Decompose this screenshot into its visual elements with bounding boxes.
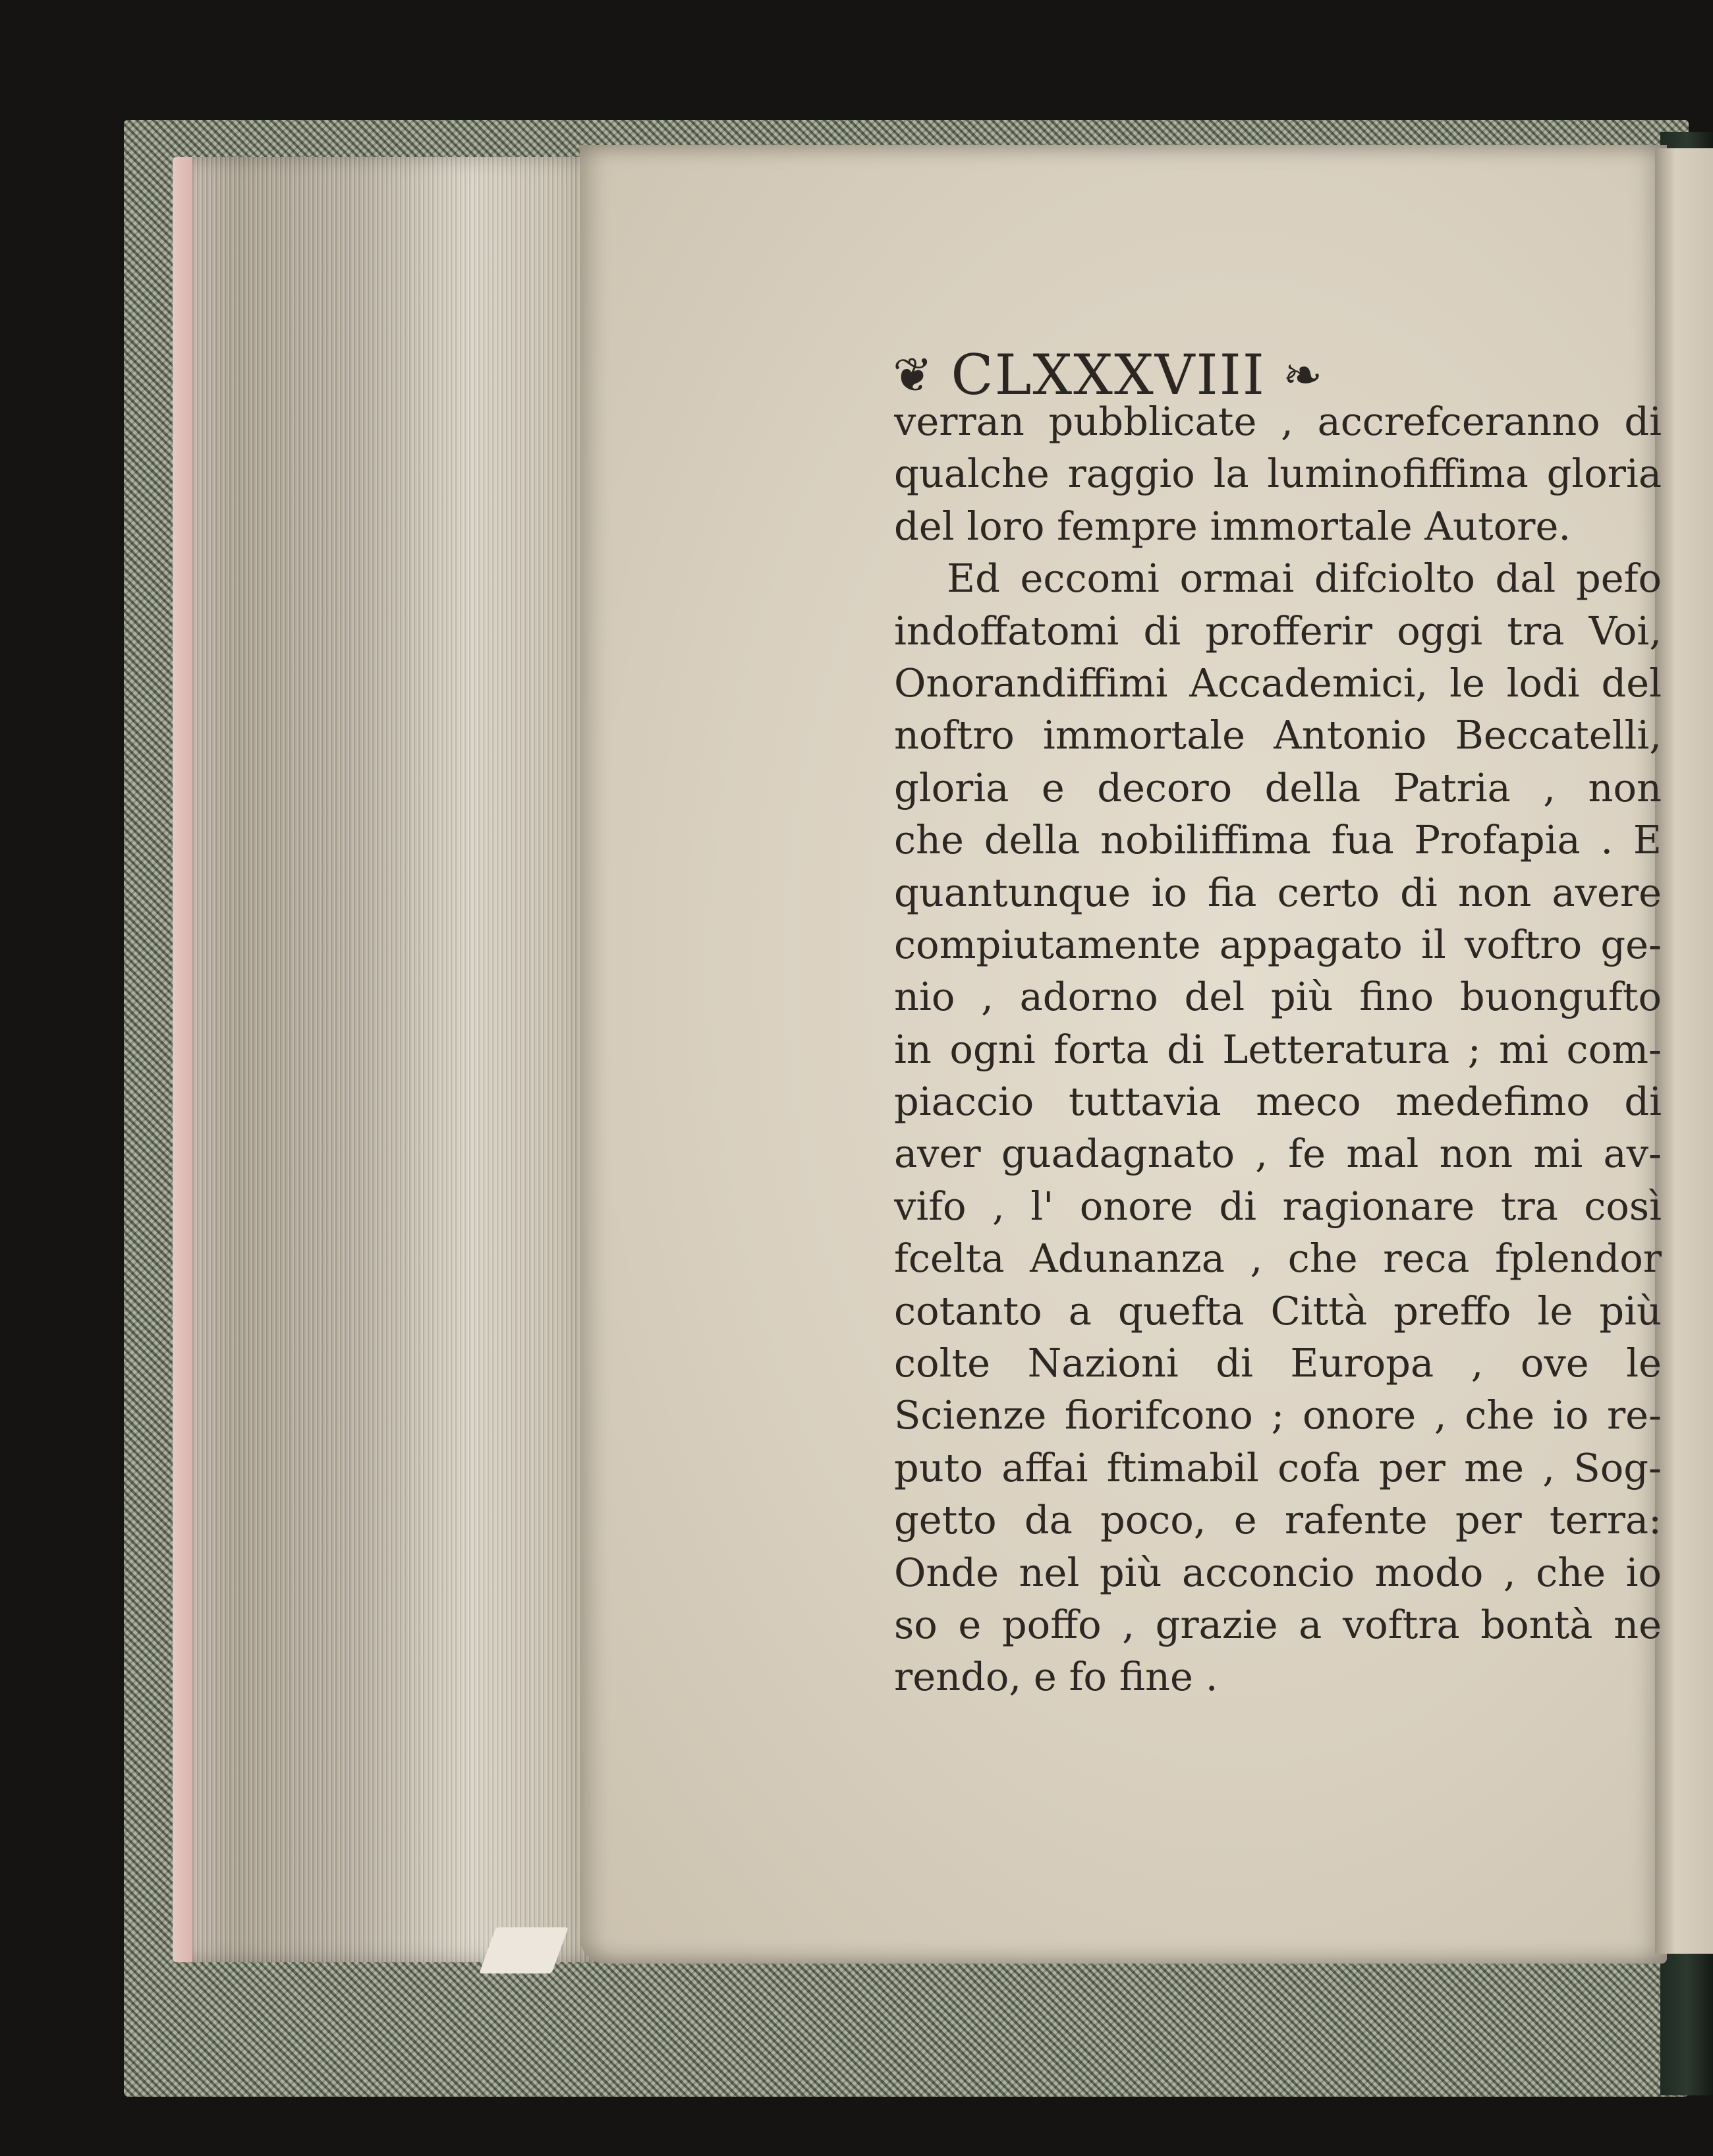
text-line: piaccio tuttavia meco medefimo di: [894, 1079, 1662, 1125]
text-line: puto affai ftimabil cofa per me , Sog-: [894, 1444, 1662, 1490]
text-line: in ogni forta di Letteratura ; mi com-: [894, 1026, 1662, 1072]
text-line: gloria e decoro della Patria , non: [894, 764, 1662, 810]
text-line: qualche raggio la luminofiffima gloria: [894, 451, 1662, 497]
body-text: [894, 395, 1662, 1703]
text-line: so e poffo , grazie a voftra bontà ne: [894, 1601, 1662, 1647]
facing-page-edge: [1655, 148, 1713, 1954]
text-line: che della nobiliffima fua Profapia . E: [894, 817, 1662, 863]
text-line: cotanto a quefta Città preffo le più: [894, 1288, 1662, 1334]
text-line: getto da poco, e rafente per terra:: [894, 1497, 1662, 1543]
text-line: fcelta Adunanza , che reca fplendor: [894, 1235, 1662, 1282]
text-line: colte Nazioni di Europa , ove le: [894, 1340, 1662, 1386]
right-ornament-icon: ❧: [1283, 347, 1324, 403]
page-block-edge: [173, 157, 601, 1962]
text-line: noftro immortale Antonio Beccatelli,: [894, 712, 1662, 758]
text-line: Ed eccomi ormai difciolto dal pefo: [947, 555, 1662, 602]
left-ornament-icon: ❦: [893, 347, 934, 403]
text-line: Onorandiffimi Accademici, le lodi del: [894, 660, 1662, 706]
text-line: verran pubblicate , accrefceranno di: [894, 399, 1662, 444]
text-line: Scienze fiorifcono ; onore , che io re-: [894, 1392, 1662, 1438]
text-line: aver guadagnato , fe mal non mi av-: [894, 1131, 1662, 1177]
text-line: nio , adorno del più fino buongufto: [894, 974, 1662, 1020]
text-line: del loro fempre immortale Autore.: [894, 503, 1571, 549]
text-line: vifo , l' onore di ragionare tra così: [894, 1183, 1662, 1229]
text-line: compiutamente appagato il voftro ge-: [894, 921, 1662, 967]
text-line: indoffatomi di profferir oggi tra Voi,: [894, 608, 1662, 654]
text-line: Onde nel più acconcio modo , che io: [894, 1549, 1662, 1595]
page-number: CLXXXVIII: [951, 343, 1266, 407]
text-line: quantunque io fia certo di non avere: [894, 869, 1662, 915]
text-line: rendo, e fo fine .: [894, 1654, 1218, 1700]
